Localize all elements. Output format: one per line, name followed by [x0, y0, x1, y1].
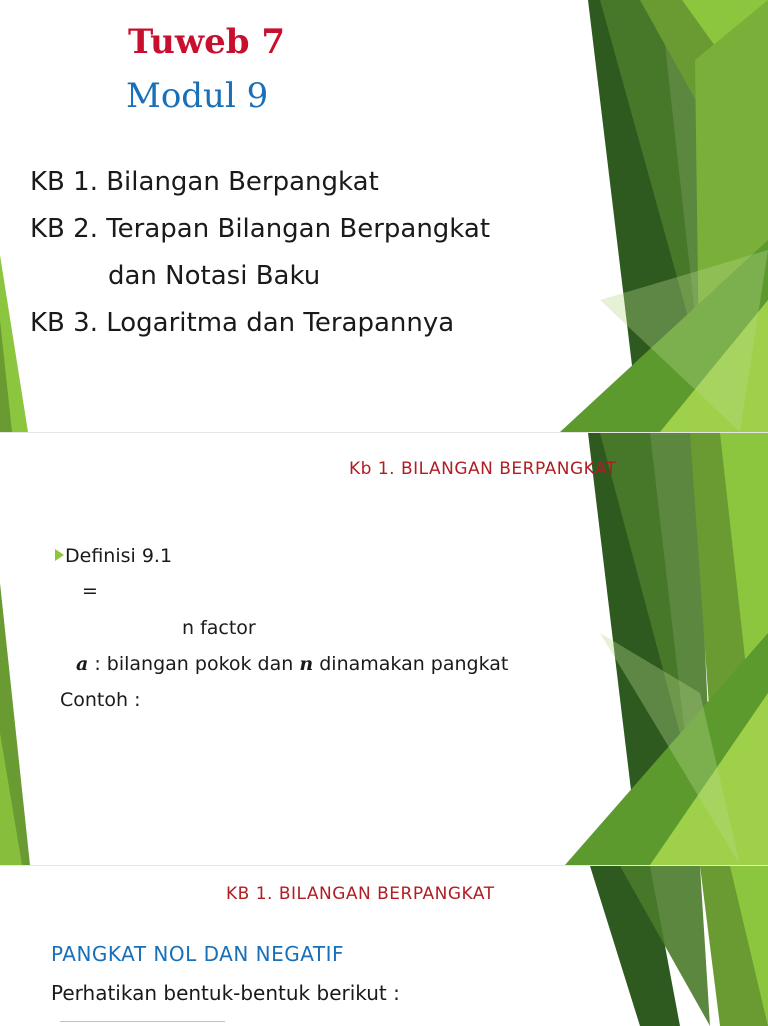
equals-sign: =	[82, 580, 98, 602]
definition-label: Definisi 9.1	[65, 545, 173, 567]
n-factor-label: n factor	[182, 617, 256, 639]
slide-heading: Kb 1. BILANGAN BERPANGKAT	[349, 459, 617, 479]
slide-heading: KB 1. BILANGAN BERPANGKAT	[226, 884, 495, 904]
slide-title-text: Tuweb 7	[128, 22, 286, 62]
description-part-1: : bilangan pokok dan	[88, 653, 300, 675]
body-text: Perhatikan bentuk-bentuk berikut :	[51, 981, 400, 1005]
section-subheading: PANGKAT NOL DAN NEGATIF	[51, 942, 344, 966]
slide-definition	[0, 433, 768, 865]
triangle-bullet-icon	[55, 549, 64, 561]
green-leaf-decoration	[0, 433, 768, 865]
definition-line	[55, 545, 172, 567]
list-item-kb2: KB 2. Terapan Bilangan Berpangkat	[30, 214, 491, 244]
example-label: Contoh :	[60, 689, 141, 711]
description-part-2: dinamakan pangkat	[313, 653, 509, 675]
slide-zero-negative	[0, 866, 768, 1026]
list-item-kb3: KB 3. Logaritma dan Terapannya	[30, 308, 455, 338]
variable-n: n	[299, 653, 314, 675]
list-item-kb2-continuation: dan Notasi Baku	[108, 261, 321, 291]
list-item-kb1: KB 1. Bilangan Berpangkat	[30, 167, 379, 197]
slide-subtitle-text: Modul 9	[126, 76, 269, 116]
table-edge	[60, 1021, 225, 1022]
variable-a: a	[76, 653, 89, 675]
slide-title	[0, 0, 768, 432]
definition-description	[76, 653, 508, 675]
